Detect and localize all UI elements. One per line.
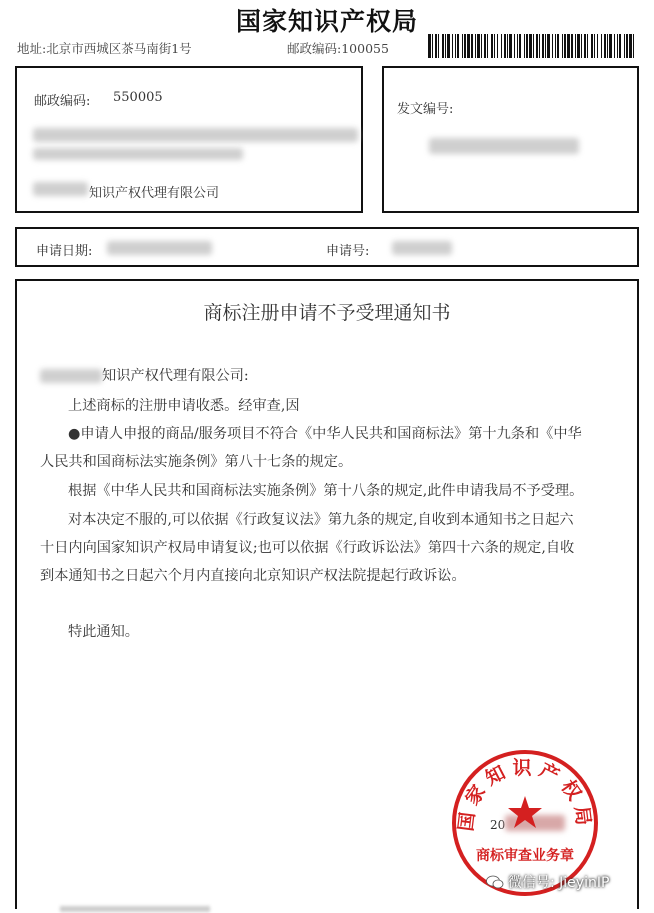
notice-paragraph-2a: ●申请人申报的商品/服务项目不符合《中华人民共和国商标法》第十九条和《中华	[68, 426, 582, 442]
notice-paragraph-1: 上述商标的注册申请收悉。经审查,因	[68, 398, 300, 414]
seal-inner-text: 商标审查业务章	[476, 848, 574, 864]
issuer-postcode: 邮政编码:100055	[287, 41, 389, 56]
watermark	[486, 872, 609, 892]
notice-paragraph-4c: 到本通知书之日起六个月内直接向北京知识产权法院提起行政诉讼。	[40, 568, 466, 584]
doc-number-label: 发文编号:	[397, 102, 454, 117]
seal-star-icon	[508, 796, 542, 828]
seal-outer-text: 国家知识产权局	[454, 756, 596, 833]
barcode-bar	[634, 34, 636, 58]
redacted-address	[33, 128, 358, 142]
doc-number-box	[382, 66, 639, 213]
recipient-postcode-value: 550005	[113, 90, 163, 105]
cropped-footer-text	[60, 906, 210, 912]
chat-bubble-icon	[486, 875, 504, 889]
watermark-text: 微信号: JieyinIP	[508, 875, 610, 891]
barcode	[428, 34, 636, 58]
notice-addressee: 知识产权代理有限公司:	[102, 368, 249, 384]
notice-paragraph-3: 根据《中华人民共和国商标法实施条例》第十八条的规定,此件申请我局不予受理。	[68, 483, 584, 499]
redacted-doc-number	[429, 138, 579, 154]
application-box	[15, 227, 639, 267]
notice-paragraph-4b: 十日内向国家知识产权局申请复议;也可以依据《行政诉讼法》第四十六条的规定,自收	[40, 540, 575, 556]
notice-paragraph-2b: 人民共和国商标法实施条例》第八十七条的规定。	[40, 454, 353, 470]
notice-date-prefix: 20	[490, 818, 506, 832]
recipient-postcode-label: 邮政编码:	[34, 94, 91, 109]
notice-title: 商标注册申请不予受理通知书	[203, 302, 451, 324]
redacted-date	[107, 241, 212, 255]
redacted-app-number	[392, 241, 452, 255]
redacted-company-prefix	[33, 182, 88, 196]
redacted-addressee	[40, 369, 102, 383]
notice-paragraph-4a: 对本决定不服的,可以依据《行政复议法》第九条的规定,自收到本通知书之日起六	[68, 512, 574, 528]
issuer-title: 国家知识产权局	[235, 7, 418, 36]
recipient-box	[15, 66, 363, 213]
recipient-company: 知识产权代理有限公司	[89, 186, 220, 201]
notice-closing: 特此通知。	[68, 624, 139, 640]
application-date-label: 申请日期:	[36, 244, 93, 259]
issuer-address: 地址:北京市西城区茶马南街1号	[17, 41, 192, 56]
application-number-label: 申请号:	[326, 244, 370, 259]
redacted-address	[33, 148, 243, 160]
